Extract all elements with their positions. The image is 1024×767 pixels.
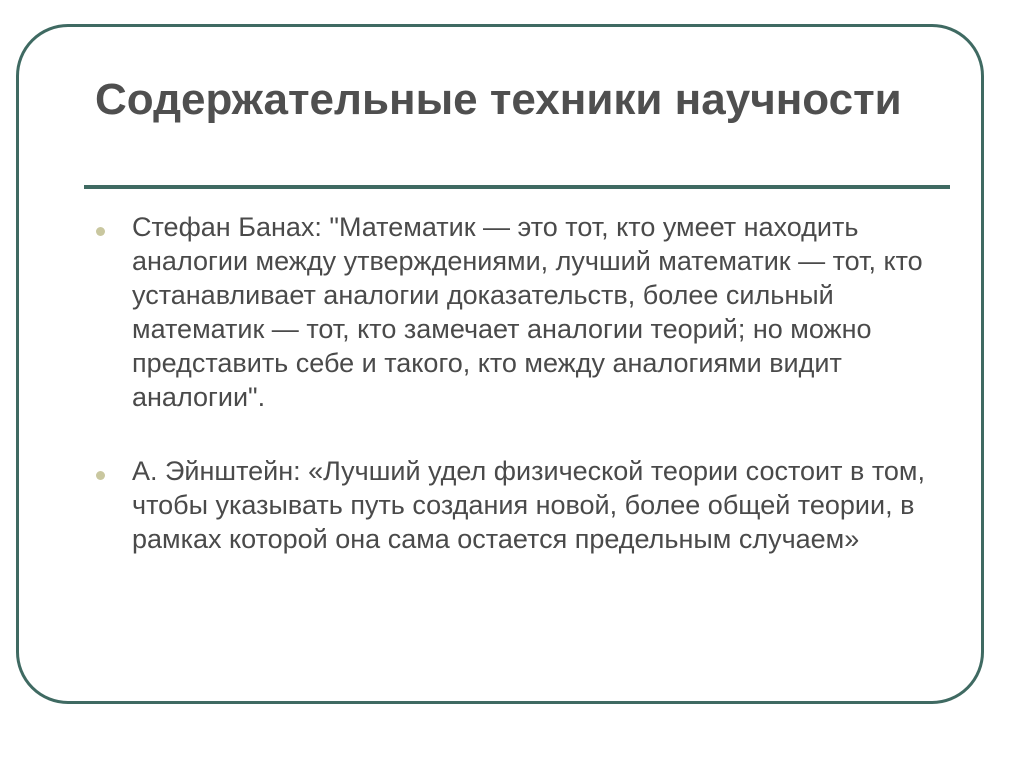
bullet-text: Стефан Банах: "Математик — это тот, кто умеет находить аналогии между утверждениями, лучший математик — тот, кто устанавливает аналогии доказательств, более сильный математик — тот, кто замечает аналогии теорий; но можно представить себе и такого, кто между аналогиями видит аналогии".	[132, 212, 923, 412]
slide-title: Содержательные техники научности	[95, 75, 902, 124]
bullet-item-banach	[96, 210, 936, 414]
bullet-list	[96, 210, 936, 556]
bullet-dot-icon	[96, 227, 105, 236]
bullet-dot-icon	[96, 471, 105, 480]
bullet-item-einstein	[96, 454, 936, 556]
title-divider	[84, 185, 950, 189]
bullet-text: А. Эйнштейн: «Лучший удел физической теории состоит в том, чтобы указывать путь создания новой, более общей теории, в рамках которой она сама остается предельным случаем»	[132, 456, 925, 554]
